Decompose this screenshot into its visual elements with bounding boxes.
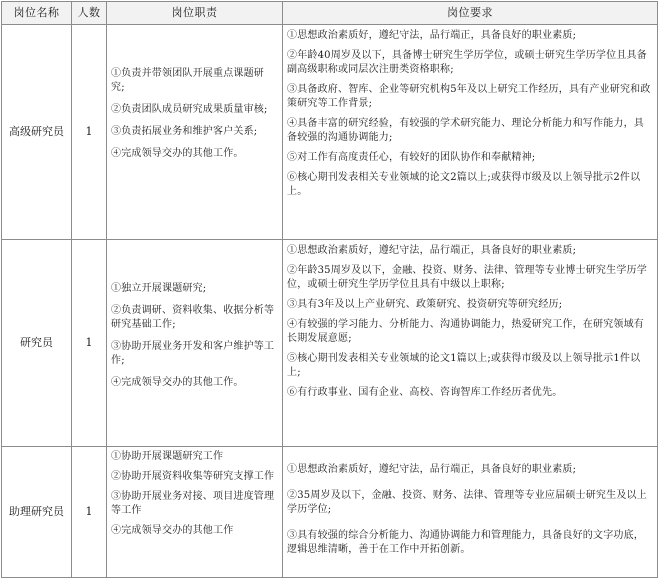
duty-item: ②负责团队成员研究成果质量审核; [111,104,268,115]
requirement-item: ④具备丰富的研究经验，有较强的学术研究能力、理论分析能力和写作能力，具备较强的沟通协调能力; [287,118,644,143]
requirement-item: ⑥核心期刊发表相关专业领域的论文2篇以上;或获得市级及以上领导批示2件以上。 [287,172,641,197]
requirements-cell [283,25,658,240]
duties-cell [107,25,283,240]
duties-cell [107,240,283,447]
header-row [2,2,658,25]
requirement-item: ②年龄40周岁及以下，具备博士研究生学历学位，或硕士研究生学历学位且具备副高级职称或同层次注册类资格职称; [287,50,647,75]
requirement-item: ③具备政府、智库、企业等研究机构5年及以上研究工作经历，具有产业研究和政策研究等工作背景; [287,84,651,109]
duty-item: ②协助开展资料收集等研究支撑工作 [111,471,275,482]
duty-item: ①负责并带领团队开展重点课题研究; [111,68,264,93]
requirements-cell [283,240,658,447]
table-row [2,240,658,447]
requirement-item: ④有较强的学习能力、分析能力、沟通协调能力，热爱研究工作，在研究领域有长期发展意愿; [287,319,644,344]
requirement-item: ③具有3年及以上产业研究、政策研究、投资研究等研究经历; [287,299,563,310]
header-headcount: 人数 [72,2,107,25]
requirements-cell [283,447,658,578]
duty-item: ④完成领导交办的其他工作。 [111,377,244,388]
headcount: 1 [72,240,107,447]
requirement-item: ①思想政治素质好，遵纪守法，品行端正，具备良好的职业素质; [287,464,577,475]
duty-item: ③协助开展业务开发和客户维护等工作; [111,341,275,366]
duty-item: ②负责调研、资料收集、收据分析等研究基础工作; [111,305,275,330]
table-row [2,25,658,240]
requirement-item: ①思想政治素质好，遵纪守法，品行端正，具备良好的职业素质; [287,245,577,256]
duty-item: ③负责拓展业务和维护客户关系; [111,126,258,137]
duty-item: ④完成领导交办的其他工作。 [111,148,244,159]
duty-item: ①独立开展课题研究; [111,283,207,294]
position-name: 研究员 [2,240,72,447]
header-position-name: 岗位名称 [2,2,72,25]
requirement-item: ①思想政治素质好，遵纪守法，品行端正，具备良好的职业素质; [287,30,577,41]
requirement-item: ②35周岁及以下，金融、投资、财务、法律、管理等专业应届硕士研究生及以上学历学位; [287,490,647,515]
recruitment-table [1,1,658,578]
header-duties: 岗位职责 [107,2,283,25]
headcount: 1 [72,447,107,578]
header-requirements: 岗位要求 [283,2,658,25]
table-row [2,447,658,578]
position-name: 高级研究员 [2,25,72,240]
requirement-item: ③具有较强的综合分析能力、沟通协调能力和管理能力，具备良好的文字功底，逻辑思维清晰，善于在工作中开拓创新。 [287,530,644,555]
requirement-item: ②年龄35周岁及以下，金融、投资、财务、法律、管理等专业博士研究生学历学位，或硕士研究生学历学位且具有中级以上职称; [287,265,647,290]
duty-item: ④完成领导交办的其他工作 [111,525,234,536]
requirement-item: ⑤核心期刊发表相关专业领域的论文1篇以上;或获得市级及以上领导批示1件以上; [287,353,641,378]
duties-cell [107,447,283,578]
duty-item: ③协助开展业务对接、项目进度管理等工作 [111,491,275,516]
headcount: 1 [72,25,107,240]
duty-item: ①协助开展课题研究工作 [111,451,224,462]
position-name: 助理研究员 [2,447,72,578]
requirement-item: ⑥有行政事业、国有企业、高校、咨询智库工作经历者优先。 [287,387,563,398]
requirement-item: ⑤对工作有高度责任心，有较好的团队协作和奉献精神; [287,152,536,163]
